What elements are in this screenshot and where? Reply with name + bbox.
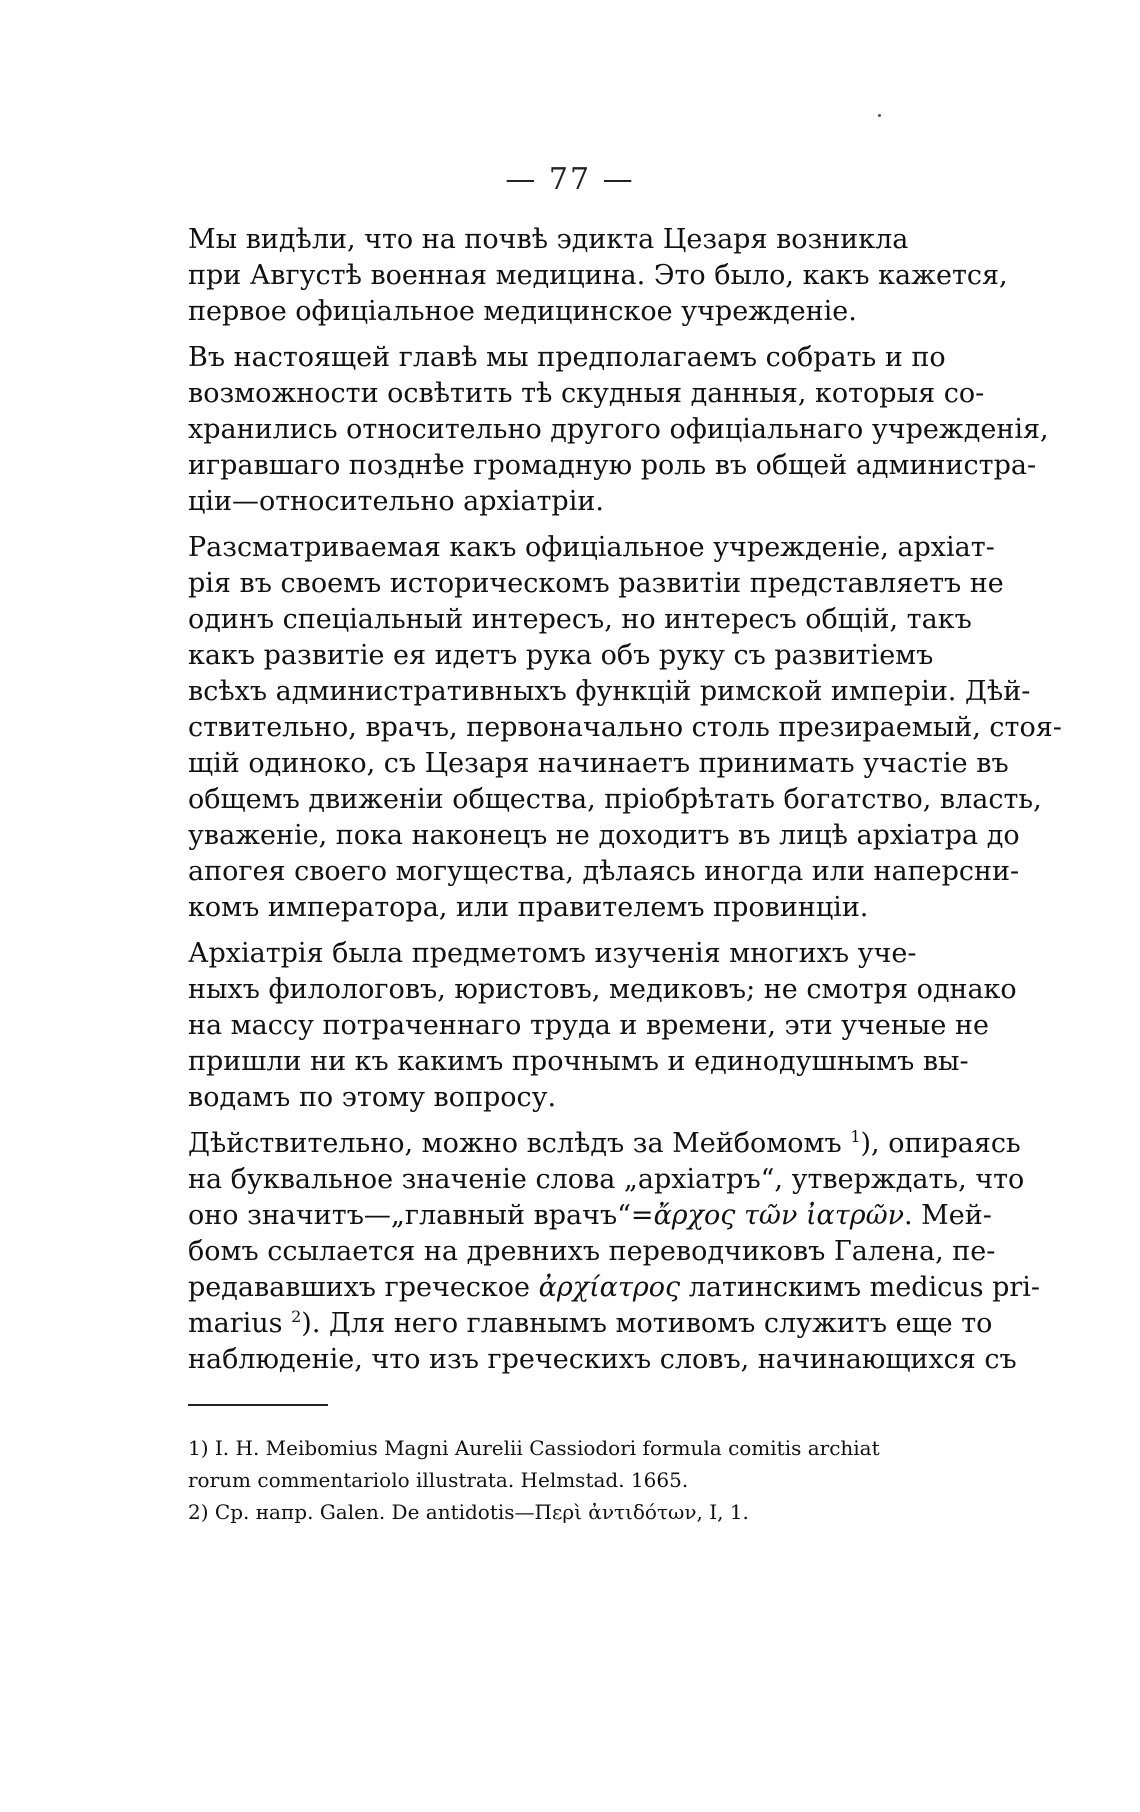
text-line: при Августѣ военная медицина. Это было, какъ кажется, <box>188 260 1008 291</box>
text-line: на массу потраченнаго труда и времени, эти ученые не <box>188 1010 989 1041</box>
text-line: ствительно, врачъ, первоначально столь презираемый, стоя- <box>188 712 1062 743</box>
text-line: ціи—относительно архіатріи. <box>188 486 604 517</box>
footnote-mark: 1) <box>188 1436 209 1460</box>
page-speck <box>878 114 881 117</box>
text-run: ). Для него главнымъ мотивомъ служитъ еще то <box>301 1308 993 1339</box>
text-line: Разсматриваемая какъ офиціальное учрежденіе, архіат- <box>188 532 995 563</box>
text-line: какъ развитіе ея идетъ рука объ руку съ развитіемъ <box>188 640 934 671</box>
paragraph-1 <box>188 222 1008 330</box>
footnote-ref-1[interactable]: 1 <box>850 1127 861 1146</box>
paragraph-3 <box>188 530 1062 926</box>
page-number: — 77 — <box>505 162 635 197</box>
text-line: щій одиноко, съ Цезаря начинаетъ принимать участіе въ <box>188 748 1009 779</box>
text-line: Въ настоящей главѣ мы предполагаемъ собрать и по <box>188 342 946 373</box>
text-line: общемъ движеніи общества, пріобрѣтать богатство, власть, <box>188 784 1042 815</box>
text-line: наблюденіе, что изъ греческихъ словъ, начинающихся съ <box>188 1344 1017 1375</box>
greek-phrase: ἄρχος τῶν ἰατρῶν <box>653 1200 904 1231</box>
footnote-2 <box>188 1496 902 1528</box>
footnote-text: Ср. напр. Galen. De antidotis—Περὶ ἀντιδότων, I, 1. <box>214 1500 749 1524</box>
text-line: на буквальное значеніе слова „архіатръ“, утверждать, что <box>188 1164 1025 1195</box>
text-run: Дѣйствительно, можно вслѣдъ за Мейбомомъ <box>188 1128 842 1159</box>
text-line: игравшаго позднѣе громадную роль въ общей администра- <box>188 450 1037 481</box>
text-run: редававшихъ греческое <box>188 1272 539 1303</box>
text-run: . Мей- <box>904 1200 992 1231</box>
text-line: одинъ спеціальный интересъ, но интересъ общій, такъ <box>188 604 972 635</box>
footnotes <box>188 1432 902 1528</box>
main-text <box>188 222 1062 1388</box>
text-line: возможности освѣтить тѣ скудныя данныя, которыя со- <box>188 378 985 409</box>
paragraph-5 <box>188 1126 1041 1378</box>
text-line: ныхъ филологовъ, юристовъ, медиковъ; не смотря однако <box>188 974 1017 1005</box>
text-line: пришли ни къ какимъ прочнымъ и единодушнымъ вы- <box>188 1046 969 1077</box>
greek-word: ἀρχίατρος <box>538 1272 681 1303</box>
text-line: первое офиціальное медицинское учрежденіе. <box>188 296 857 327</box>
text-line: хранились относительно другого офиціальнаго учрежденія, <box>188 414 1049 445</box>
text-run: ), опираясь <box>860 1128 1021 1159</box>
text-line <box>188 1270 1041 1306</box>
text-line: уваженіе, пока наконецъ не доходитъ въ лицѣ архіатра до <box>188 820 1020 851</box>
text-line: бомъ ссылается на древнихъ переводчиковъ Галена, пе- <box>188 1236 996 1267</box>
footnote-text: I. H. Meibomius Magni Aurelii Cassiodori formula comitis archiat <box>214 1436 880 1460</box>
text-line: Мы видѣли, что на почвѣ эдикта Цезаря возникла <box>188 224 909 255</box>
text-line: рія въ своемъ историческомъ развитіи представляетъ не <box>188 568 1004 599</box>
text-run: латинскимъ medicus pri- <box>680 1272 1041 1303</box>
text-line: апогея своего могущества, дѣлаясь иногда или наперсни- <box>188 856 1020 887</box>
text-line: всѣхъ административныхъ функцій римской имперіи. Дѣй- <box>188 676 1031 707</box>
text-line: комъ императора, или правителемъ провинціи. <box>188 892 869 923</box>
text-line <box>188 1306 993 1342</box>
footnote-1 <box>188 1432 902 1464</box>
paragraph-2 <box>188 340 1049 520</box>
text-line <box>188 1198 992 1234</box>
text-line: водамъ по этому вопросу. <box>188 1082 557 1113</box>
footnote-mark: 2) <box>188 1500 209 1524</box>
footnote-ref-2[interactable]: 2 <box>291 1307 302 1326</box>
text-run: оно значитъ—„главный врачъ“= <box>188 1200 654 1231</box>
text-run: marius <box>188 1308 283 1339</box>
paragraph-4 <box>188 936 1017 1116</box>
text-line <box>188 1126 1021 1162</box>
footnote-1-continued: rorum commentariolo illustrata. Helmstad. 1665. <box>188 1468 689 1492</box>
text-line: Архіатрія была предметомъ изученія многихъ уче- <box>188 938 917 969</box>
footnote-divider <box>188 1404 328 1406</box>
